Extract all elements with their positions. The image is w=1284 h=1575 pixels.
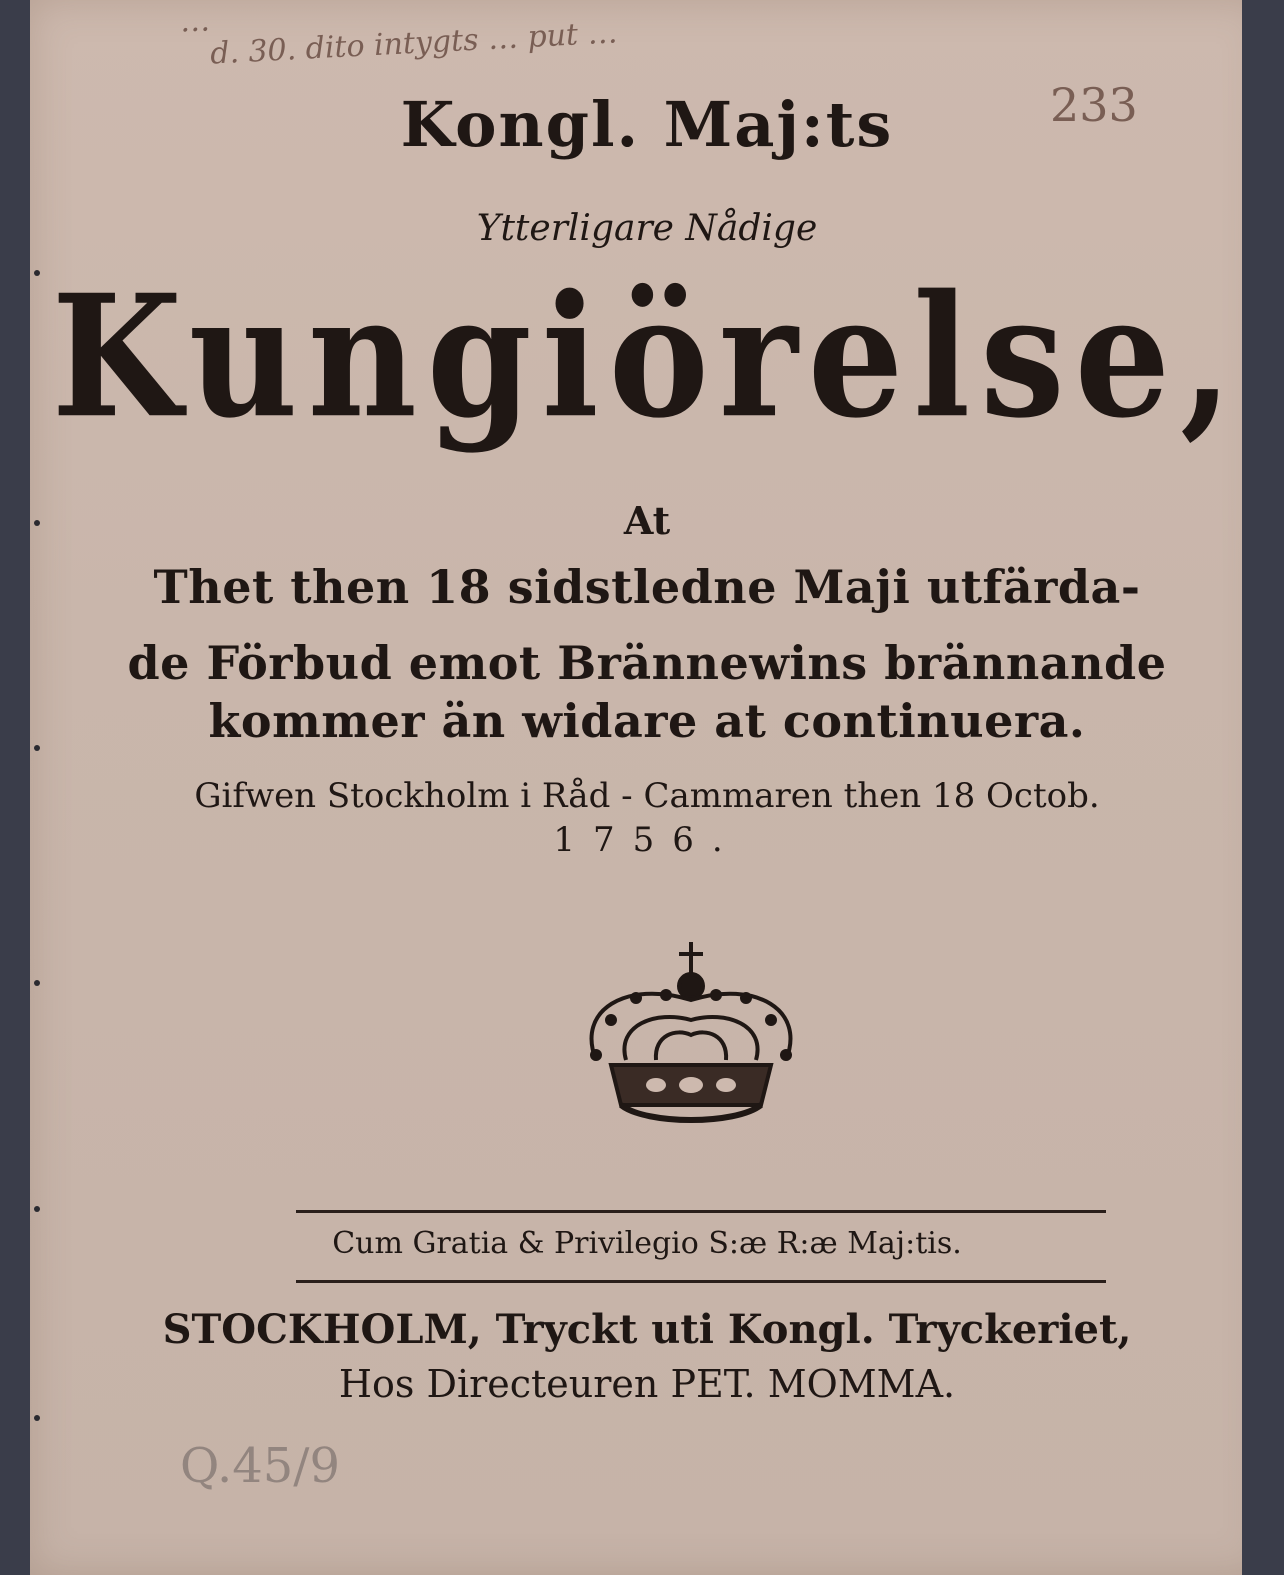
dateline-given: Gifwen Stockholm i Råd - Cammaren then 18 Octob.: [194, 776, 1100, 816]
title-line-1: Kongl. Maj:ts: [400, 88, 894, 161]
privilege-line: Cum Gratia & Privilegio S:æ R:æ Maj:tis.: [332, 1226, 962, 1261]
handwritten-note-second: d. 30. dito intygts … put …: [209, 15, 619, 72]
divider-bottom: [296, 1280, 1106, 1283]
subtitle-line-1: Thet then 18 sidstledne Maji utfärda-: [153, 560, 1141, 614]
page-right-edge: [1242, 0, 1264, 1575]
handwritten-shelfmark: Q.45/9: [180, 1438, 341, 1494]
dateline-year: 1756.: [553, 820, 741, 860]
crown-icon: [566, 940, 816, 1130]
handwritten-folio-number: 233: [1050, 78, 1138, 132]
document-page: [30, 0, 1264, 1575]
subtitle-line-3: kommer än widare at continuera.: [208, 694, 1086, 748]
subtitle-at: At: [623, 498, 671, 543]
imprint-line-2: Hos Directeuren PET. MOMMA.: [338, 1362, 956, 1406]
title-line-2: Ytterligare Nådige: [476, 208, 818, 249]
subtitle-line-2: de Förbud emot Brännewins brännande: [127, 636, 1167, 690]
imprint-line-1: STOCKHOLM, Tryckt uti Kongl. Tryckeriet,: [162, 1306, 1132, 1353]
title-line-3: Kungiörelse,: [51, 258, 1243, 456]
handwritten-note-top: …: [179, 3, 211, 40]
divider-top: [296, 1210, 1106, 1213]
